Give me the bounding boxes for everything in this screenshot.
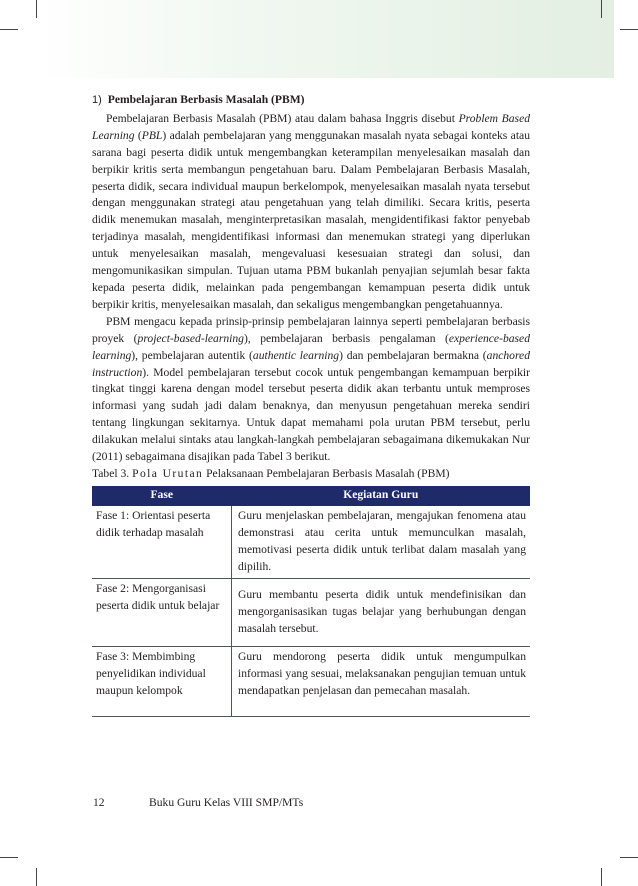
table-caption xyxy=(92,466,530,483)
section-heading xyxy=(92,92,530,109)
header-fase: Fase xyxy=(92,486,232,506)
para2-text-e: ). Model pembelajaran tersebut cocok untuk pengembangan kemampuan berpikir tingkat tinggi karena dengan model tersebut peserta didik akan terbantu untuk memproses informasi yang sudah jadi dalam benaknya, dan menyusun pengetahuan mereka sendiri tentang lingkungan sekitarnya. Untuk dapat memahami pola urutan PBM tersebut, perlu dilakukan melalui sintaks atau langkah-langkah pembelajaran sebagaimana dikemukakan Nur (2011) sebagaimana disajikan pada Tabel 3 berikut. xyxy=(92,365,530,464)
paragraph-1 xyxy=(92,111,530,314)
para2-text-a: PBM mengacu kepada prinsip-prinsip pembelajaran lainnya seperti pembelajaran berbasis proyek ( xyxy=(92,314,530,345)
para1-text-a: Pembelajaran Berbasis Masalah (PBM) atau dalam bahasa Inggris disebut xyxy=(106,111,459,125)
table-caption-spaced: Pola Urutan xyxy=(132,466,204,480)
para2-term-anchored: anchored instruction xyxy=(92,348,530,379)
table-caption-rest: Pelaksanaan Pembelajaran Berbasis Masalah (PBM) xyxy=(206,466,450,480)
crop-mark-top-right-v xyxy=(601,0,602,18)
fase-cell: Fase 3: Membimbing penyelidikan individual maupun kelompok xyxy=(92,647,232,717)
para2-term-authentic: authentic learning xyxy=(252,348,340,362)
table-caption-label: Tabel 3. xyxy=(92,466,130,480)
main-content xyxy=(92,92,530,717)
crop-mark-top-left-v xyxy=(36,0,37,18)
crop-mark-top-left-h xyxy=(0,29,18,30)
para1-text-b: ( xyxy=(134,128,142,142)
para2-text-d: ) dan pembelajaran bermakna ( xyxy=(339,348,487,362)
paragraph-2 xyxy=(92,314,530,466)
fase-cell: Fase 1: Orientasi peserta didik terhadap masalah xyxy=(92,506,232,579)
page-footer xyxy=(93,796,303,809)
header-kegiatan-guru: Kegiatan Guru xyxy=(232,486,531,506)
table-row xyxy=(92,647,530,717)
para2-text-c: ), pembelajaran autentik ( xyxy=(131,348,253,362)
para2-term-project: project-based-learning xyxy=(137,331,244,345)
kegiatan-cell: Guru membantu peserta didik untuk mendefinisikan dan mengorganisasikan tugas belajar yang berhubungan dengan masalah tersebut. xyxy=(232,579,531,647)
table-row xyxy=(92,506,530,579)
kegiatan-cell: Guru mendorong peserta didik untuk mengumpulkan informasi yang sesuai, melaksanakan pengujian temuan untuk mendapatkan penjelasan dan pemecahan masalah. xyxy=(232,647,531,717)
para1-text-c: ) adalah pembelajaran yang menggunakan masalah nyata sebagai konteks atau sarana bagi peserta didik untuk mengembangkan keterampilan menyelesaikan masalah dan berpikir kritis serta membangun pengetahuan baru. Dalam Pembelajaran Berbasis Masalah, peserta didik, secara individual maupun berkelompok, menyelesaikan masalah nyata tersebut dengan menggunakan strategi atau pengetahuan yang telah dimiliki. Secara kritis, peserta didik menemukan masalah, menginterpretasikan masalah, mengidentifikasi faktor penyebab terjadinya masalah, mengidentifikasi informasi dan menemukan strategi yang diperlukan untuk menyelesaikan masalah, mengevaluasi kesesuaian strategi dan solusi, dan mengomunikasikan simpulan. Tujuan utama PBM bukanlah penyajian sejumlah besar fakta kepada peserta didik, melainkan pada pengembangan kemampuan peserta didik untuk berpikir kritis, menyelesaikan masalah, dan sekaligus mengembangkan pengetahuannya. xyxy=(92,128,530,311)
crop-mark-bottom-left-v xyxy=(36,868,37,886)
page-number: 12 xyxy=(93,796,105,809)
phases-table xyxy=(92,486,530,718)
table-header-row xyxy=(92,486,530,506)
kegiatan-cell: Guru menjelaskan pembelajaran, mengajukan fenomena atau demonstrasi atau cerita untuk memunculkan masalah, memotivasi peserta didik untuk terlibat dalam masalah yang dipilih. xyxy=(232,506,531,579)
crop-mark-bottom-left-h xyxy=(0,857,18,858)
crop-mark-bottom-right-v xyxy=(601,868,602,886)
para1-term-pbl-en: Problem Based Learning xyxy=(92,111,531,142)
para1-term-pbl-abbr: PBL xyxy=(141,128,163,142)
fase-cell: Fase 2: Mengorganisasi peserta didik untuk belajar xyxy=(92,579,232,647)
section-number: 1) xyxy=(92,94,102,106)
section-title: Pembelajaran Berbasis Masalah (PBM) xyxy=(107,93,305,106)
crop-mark-bottom-right-h xyxy=(620,857,638,858)
crop-mark-top-right-h xyxy=(620,29,638,30)
book-title: Buku Guru Kelas VIII SMP/MTs xyxy=(149,796,304,809)
para2-text-b: ), pembelajaran berbasis pengalaman ( xyxy=(243,331,449,345)
table-row xyxy=(92,579,530,647)
header-band xyxy=(36,0,614,78)
para2-term-experience: experience-based learning xyxy=(92,331,530,362)
